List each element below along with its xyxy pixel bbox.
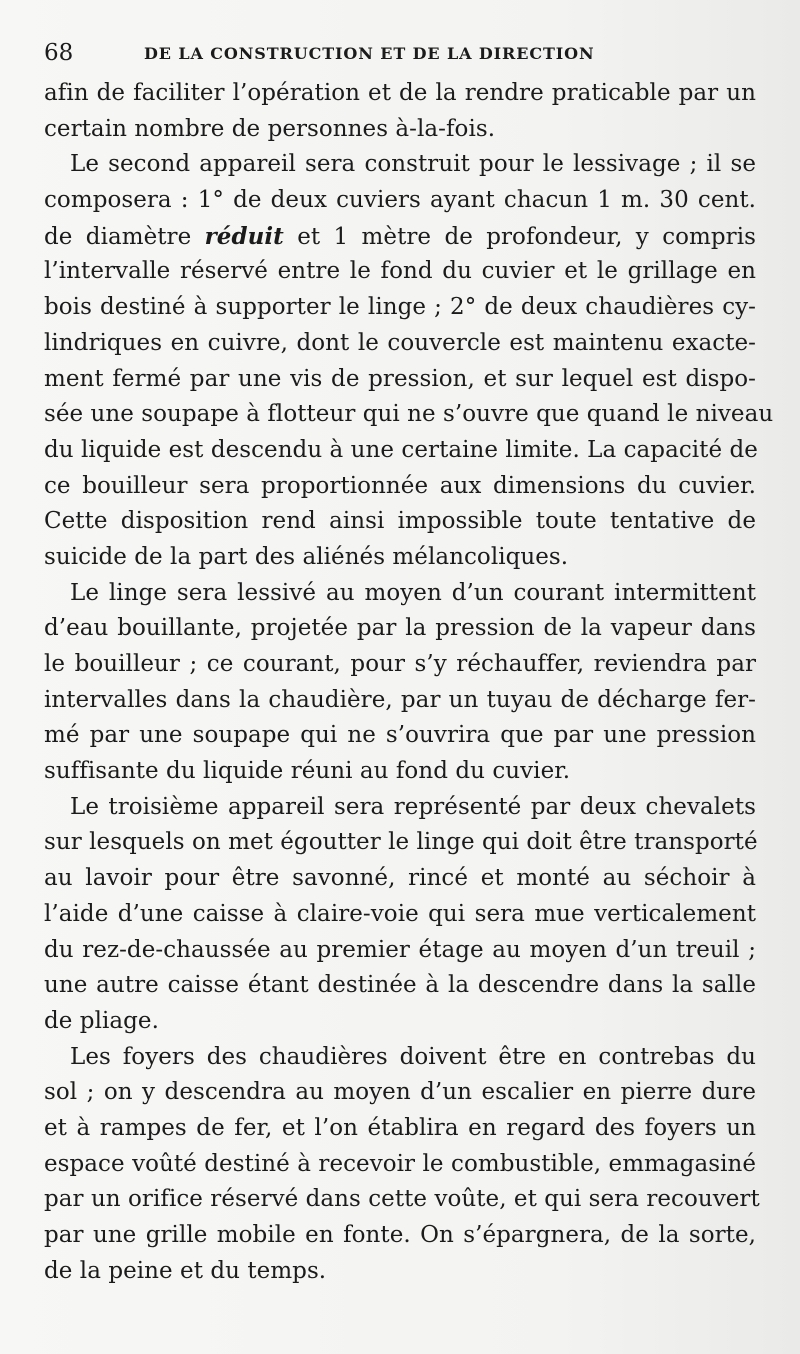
- text-line: ment fermé par une vis de pression, et sur lequel est dispo-: [44, 365, 756, 392]
- text-line: sol ; on y descendra au moyen d’un escalier en pierre dure: [44, 1079, 756, 1106]
- text-line: bois destiné à supporter le linge ; 2° de deux chaudières cy-: [44, 294, 756, 321]
- text-line: d’eau bouillante, projetée par la pression de la vapeur dans: [44, 615, 756, 642]
- text-line: le bouilleur ; ce courant, pour s’y réchauffer, reviendra par: [44, 651, 756, 677]
- text-line: Cette disposition rend ainsi impossible toute tentative de: [44, 508, 756, 535]
- text-line: par un orifice réservé dans cette voûte, et qui sera recouvert: [44, 1186, 760, 1213]
- page-header: [44, 38, 744, 68]
- text-line: Le troisième appareil sera représenté par deux chevalets: [70, 793, 756, 820]
- text-line: de la peine et du temps.: [44, 1257, 327, 1284]
- text-line: et à rampes de fer, et l’on établira en regard des foyers un: [44, 1114, 756, 1141]
- text-line: par une grille mobile en fonte. On s’épargnera, de la sorte,: [44, 1222, 756, 1248]
- running-title: DE LA CONSTRUCTION ET DE LA DIRECTION: [144, 44, 595, 63]
- text-line: Les foyers des chaudières doivent être en contrebas du: [70, 1043, 756, 1070]
- text-run: de diamètre: [44, 223, 192, 250]
- text-line: composera : 1° de deux cuviers ayant chacun 1 m. 30 cent.: [44, 187, 756, 214]
- text-line: afin de faciliter l’opération et de la rendre praticable par un: [44, 80, 756, 106]
- text-line: suffisante du liquide réuni au fond du cuvier.: [44, 758, 571, 785]
- body-text: [44, 76, 774, 1289]
- text-line: l’aide d’une caisse à claire-voie qui sera mue verticalement: [44, 900, 756, 927]
- text-line: du rez-de-chaussée au premier étage au moyen d’un treuil ;: [44, 936, 756, 963]
- text-line: suicide de la part des aliénés mélancoliques.: [44, 543, 569, 570]
- text-line: Le linge sera lessivé au moyen d’un courant intermittent: [70, 579, 756, 606]
- emphasized-word: réduit: [204, 222, 284, 250]
- text-line: certain nombre de personnes à-la-fois.: [44, 115, 496, 142]
- text-line: ce bouilleur sera proportionnée aux dimensions du cuvier.: [44, 472, 756, 499]
- text-line: intervalles dans la chaudière, par un tuyau de décharge fer-: [44, 686, 756, 713]
- text-line: au lavoir pour être savonné, rincé et monté au séchoir à: [44, 865, 756, 892]
- text-run: et 1 mètre de profondeur, y compris: [297, 223, 756, 250]
- text-line: mé par une soupape qui ne s’ouvrira que par une pression: [44, 722, 756, 749]
- text-line: sée une soupape à flotteur qui ne s’ouvre que quand le niveau: [44, 401, 774, 428]
- page-number: 68: [44, 40, 74, 66]
- text-line: du liquide est descendu à une certaine limite. La capacité de: [44, 436, 758, 463]
- text-line: espace voûté destiné à recevoir le combustible, emmagasiné: [44, 1150, 756, 1177]
- text-line: lindriques en cuivre, dont le couvercle est maintenu exacte-: [44, 329, 756, 356]
- text-line: l’intervalle réservé entre le fond du cuvier et le grillage en: [44, 258, 756, 285]
- text-line: de pliage.: [44, 1007, 159, 1034]
- text-line: Le second appareil sera construit pour le lessivage ; il se: [70, 151, 756, 178]
- text-line-mixed: [44, 219, 756, 255]
- text-line: une autre caisse étant destinée à la descendre dans la salle: [44, 972, 756, 999]
- text-line: sur lesquels on met égoutter le linge qui doit être transporté: [44, 829, 758, 856]
